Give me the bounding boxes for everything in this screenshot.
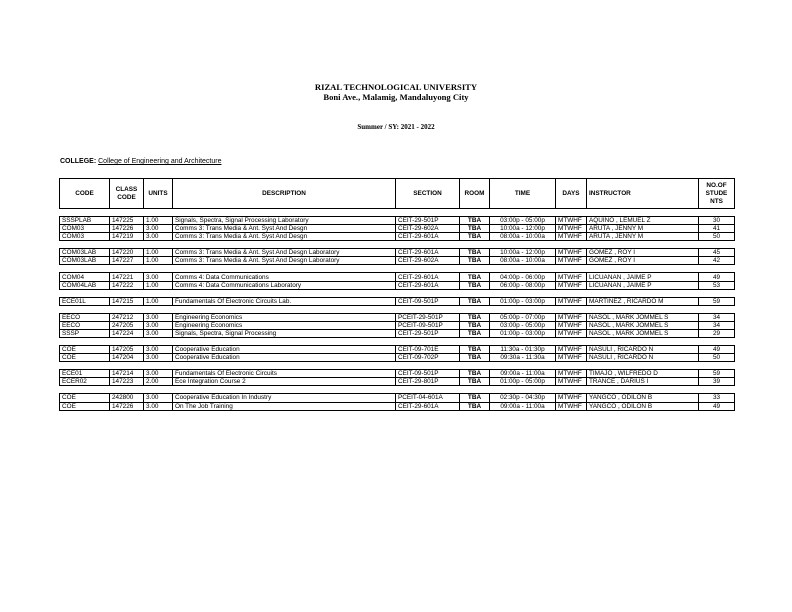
- cell-class-code: 147226: [110, 225, 144, 233]
- cell-room: TBA: [460, 321, 490, 329]
- cell-instructor: MARTINEZ , RICARDO M: [587, 297, 699, 305]
- cell-class-code: 147227: [110, 257, 144, 265]
- cell-code: COE: [60, 354, 110, 362]
- table-row: [60, 354, 735, 362]
- cell-instructor: YANGCO , ODILON B: [587, 402, 699, 410]
- table-row: [60, 370, 735, 378]
- cell-days: MTWHF: [556, 378, 587, 386]
- cell-time: 10:00a - 12:00p: [490, 249, 556, 257]
- table-row: [60, 249, 735, 257]
- cell-days: MTWHF: [556, 273, 587, 281]
- cell-description: Comms 4: Data Communications Laboratory: [173, 281, 396, 289]
- table-row: [60, 273, 735, 281]
- table-row: [60, 394, 735, 402]
- group-spacer: [60, 386, 735, 394]
- spacer-cell: [60, 289, 735, 297]
- cell-units: 2.00: [144, 378, 173, 386]
- cell-students: 29: [699, 329, 735, 337]
- cell-time: 09:00a - 11:00a: [490, 402, 556, 410]
- cell-units: 1.00: [144, 249, 173, 257]
- cell-units: 1.00: [144, 297, 173, 305]
- cell-code: COE: [60, 346, 110, 354]
- col-header-days: DAYS: [556, 179, 587, 209]
- spacer-cell: [60, 265, 735, 273]
- group-spacer: [60, 338, 735, 346]
- cell-description: Ece Integration Course 2: [173, 378, 396, 386]
- cell-instructor: GOMEZ , ROY I: [587, 257, 699, 265]
- cell-instructor: TRANCE , DARIUS I: [587, 378, 699, 386]
- cell-code: COM03LAB: [60, 249, 110, 257]
- cell-units: 3.00: [144, 329, 173, 337]
- spacer-cell: [60, 209, 735, 217]
- cell-students: 34: [699, 313, 735, 321]
- cell-description: Fundamentals Of Electronic Circuits: [173, 370, 396, 378]
- cell-instructor: NASOL , MARK JOMMEL S: [587, 329, 699, 337]
- cell-code: EECO: [60, 321, 110, 329]
- cell-units: 3.00: [144, 346, 173, 354]
- cell-students: 49: [699, 273, 735, 281]
- cell-section: PCEIT-04-601A: [396, 394, 460, 402]
- group-spacer: [60, 209, 735, 217]
- college-label: COLLEGE:: [60, 158, 97, 165]
- cell-days: MTWHF: [556, 321, 587, 329]
- cell-days: MTWHF: [556, 313, 587, 321]
- cell-units: 1.00: [144, 281, 173, 289]
- cell-description: Comms 3: Trans Media & Ant. Syst And Desgn Laboratory: [173, 249, 396, 257]
- cell-room: TBA: [460, 378, 490, 386]
- cell-students: 59: [699, 370, 735, 378]
- cell-room: TBA: [460, 313, 490, 321]
- col-header-room: ROOM: [460, 179, 490, 209]
- table-row: [60, 346, 735, 354]
- cell-students: 34: [699, 321, 735, 329]
- cell-days: MTWHF: [556, 329, 587, 337]
- cell-days: MTWHF: [556, 233, 587, 241]
- school-term: Summer / SY: 2021 - 2022: [357, 123, 435, 131]
- cell-room: TBA: [460, 329, 490, 337]
- cell-time: 04:00p - 06:00p: [490, 273, 556, 281]
- cell-students: 50: [699, 233, 735, 241]
- cell-students: 59: [699, 297, 735, 305]
- cell-class-code: 147219: [110, 233, 144, 241]
- cell-class-code: 147225: [110, 217, 144, 225]
- cell-section: CEIT-29-801P: [396, 378, 460, 386]
- cell-room: TBA: [460, 402, 490, 410]
- group-spacer: [60, 265, 735, 273]
- group-spacer: [60, 241, 735, 249]
- cell-description: Signals, Spectra, Signal Processing: [173, 329, 396, 337]
- col-header-time: TIME: [490, 179, 556, 209]
- cell-class-code: 242800: [110, 394, 144, 402]
- cell-time: 09:00a - 11:00a: [490, 370, 556, 378]
- cell-instructor: AQUINO , LEMUEL Z: [587, 217, 699, 225]
- college-name: College of Engineering and Architecture: [98, 158, 222, 165]
- cell-class-code: 147221: [110, 273, 144, 281]
- table-row: [60, 233, 735, 241]
- cell-time: 08:00a - 10:00a: [490, 257, 556, 265]
- schedule-table: [59, 178, 735, 411]
- cell-days: MTWHF: [556, 394, 587, 402]
- cell-instructor: LICUANAN , JAIME P: [587, 273, 699, 281]
- cell-students: 41: [699, 225, 735, 233]
- cell-code: ECE01L: [60, 297, 110, 305]
- cell-instructor: YANGCO , ODILON B: [587, 394, 699, 402]
- group-spacer: [60, 362, 735, 370]
- cell-instructor: NASULI , RICARDO N: [587, 354, 699, 362]
- cell-description: Comms 3: Trans Media & Ant. Syst And Desgn: [173, 225, 396, 233]
- cell-class-code: 147204: [110, 354, 144, 362]
- group-spacer: [60, 305, 735, 313]
- college-line: [60, 158, 221, 165]
- cell-units: 3.00: [144, 233, 173, 241]
- table-row: [60, 281, 735, 289]
- spacer-cell: [60, 362, 735, 370]
- group-spacer: [60, 289, 735, 297]
- cell-students: 53: [699, 281, 735, 289]
- cell-section: CEIT-29-602A: [396, 225, 460, 233]
- cell-time: 03:00p - 05:00p: [490, 321, 556, 329]
- cell-students: 39: [699, 378, 735, 386]
- cell-section: CEIT-29-601A: [396, 233, 460, 241]
- cell-class-code: 247205: [110, 321, 144, 329]
- cell-code: SSSP: [60, 329, 110, 337]
- cell-description: On The Job Training: [173, 402, 396, 410]
- table-row: [60, 378, 735, 386]
- cell-students: 33: [699, 394, 735, 402]
- cell-class-code: 147215: [110, 297, 144, 305]
- cell-code: COM04: [60, 273, 110, 281]
- cell-instructor: GOMEZ , ROY I: [587, 249, 699, 257]
- cell-code: COM04LAB: [60, 281, 110, 289]
- cell-code: COM03LAB: [60, 257, 110, 265]
- university-address: Boni Ave., Malamig, Mandaluyong City: [323, 92, 469, 102]
- cell-description: Comms 3: Trans Media & Ant. Syst And Desgn: [173, 233, 396, 241]
- cell-days: MTWHF: [556, 217, 587, 225]
- cell-description: Cooperative Education: [173, 354, 396, 362]
- university-name: RIZAL TECHNOLOGICAL UNIVERSITY: [314, 82, 478, 92]
- cell-description: Comms 3: Trans Media & Ant. Syst And Desgn Laboratory: [173, 257, 396, 265]
- cell-time: 09:30a - 11:30a: [490, 354, 556, 362]
- cell-section: CEIT-29-601A: [396, 273, 460, 281]
- cell-section: CEIT-29-501P: [396, 217, 460, 225]
- cell-class-code: 147223: [110, 378, 144, 386]
- cell-days: MTWHF: [556, 370, 587, 378]
- cell-code: ECE01: [60, 370, 110, 378]
- cell-description: Fundamentals Of Electronic Circuits Lab.: [173, 297, 396, 305]
- cell-description: Signals, Spectra, Signal Processing Laboratory: [173, 217, 396, 225]
- cell-days: MTWHF: [556, 225, 587, 233]
- cell-time: 03:00p - 05:00p: [490, 217, 556, 225]
- cell-time: 05:00p - 07:00p: [490, 313, 556, 321]
- cell-days: MTWHF: [556, 402, 587, 410]
- cell-room: TBA: [460, 297, 490, 305]
- table-row: [60, 329, 735, 337]
- cell-section: CEIT-29-601A: [396, 249, 460, 257]
- col-header-units: UNITS: [144, 179, 173, 209]
- table-row: [60, 297, 735, 305]
- cell-instructor: NASULI , RICARDO N: [587, 346, 699, 354]
- cell-class-code: 147224: [110, 329, 144, 337]
- cell-time: 02:30p - 04:30p: [490, 394, 556, 402]
- cell-class-code: 147205: [110, 346, 144, 354]
- table-header-row: [60, 179, 735, 209]
- schedule-body: [60, 209, 735, 411]
- cell-time: 08:00a - 10:00a: [490, 233, 556, 241]
- table-row: [60, 402, 735, 410]
- cell-instructor: LICUANAN , JAIME P: [587, 281, 699, 289]
- cell-students: 49: [699, 402, 735, 410]
- cell-days: MTWHF: [556, 249, 587, 257]
- cell-units: 3.00: [144, 321, 173, 329]
- spacer-cell: [60, 305, 735, 313]
- cell-section: PCEIT-09-501P: [396, 321, 460, 329]
- cell-units: 3.00: [144, 402, 173, 410]
- cell-class-code: 147214: [110, 370, 144, 378]
- table-row: [60, 225, 735, 233]
- cell-class-code: 247212: [110, 313, 144, 321]
- col-header-section: SECTION: [396, 179, 460, 209]
- cell-code: COE: [60, 402, 110, 410]
- cell-units: 3.00: [144, 273, 173, 281]
- cell-instructor: ARUTA , JENNY M: [587, 233, 699, 241]
- cell-students: 50: [699, 354, 735, 362]
- cell-instructor: ARUTA , JENNY M: [587, 225, 699, 233]
- cell-description: Engineering Economics: [173, 313, 396, 321]
- cell-time: 01:00p - 03:00p: [490, 297, 556, 305]
- cell-code: ECER02: [60, 378, 110, 386]
- cell-time: 06:00p - 08:00p: [490, 281, 556, 289]
- col-header-instructor: INSTRUCTOR: [587, 179, 699, 209]
- cell-room: TBA: [460, 346, 490, 354]
- cell-units: 1.00: [144, 217, 173, 225]
- cell-code: COM03: [60, 233, 110, 241]
- col-header-code: CODE: [60, 179, 110, 209]
- cell-days: MTWHF: [556, 257, 587, 265]
- cell-room: TBA: [460, 394, 490, 402]
- cell-time: 11:30a - 01:30p: [490, 346, 556, 354]
- cell-class-code: 147220: [110, 249, 144, 257]
- cell-section: PCEIT-29-501P: [396, 313, 460, 321]
- cell-instructor: NASOL , MARK JOMMEL S: [587, 313, 699, 321]
- cell-students: 42: [699, 257, 735, 265]
- cell-units: 3.00: [144, 225, 173, 233]
- cell-days: MTWHF: [556, 297, 587, 305]
- cell-instructor: NASOL , MARK JOMMEL S: [587, 321, 699, 329]
- cell-students: 30: [699, 217, 735, 225]
- cell-description: Cooperative Education: [173, 346, 396, 354]
- cell-instructor: TIMAJO , WILFREDO D: [587, 370, 699, 378]
- cell-section: CEIT-09-702P: [396, 354, 460, 362]
- cell-section: CEIT-29-601A: [396, 402, 460, 410]
- cell-code: EECO: [60, 313, 110, 321]
- spacer-cell: [60, 241, 735, 249]
- cell-room: TBA: [460, 273, 490, 281]
- cell-section: CEIT-09-501P: [396, 370, 460, 378]
- cell-units: 3.00: [144, 394, 173, 402]
- cell-code: SSSPLAB: [60, 217, 110, 225]
- cell-time: 01:00p - 05:00p: [490, 378, 556, 386]
- table-row: [60, 257, 735, 265]
- cell-room: TBA: [460, 225, 490, 233]
- cell-room: TBA: [460, 249, 490, 257]
- cell-room: TBA: [460, 281, 490, 289]
- cell-code: COM03: [60, 225, 110, 233]
- cell-description: Engineering Economics: [173, 321, 396, 329]
- cell-description: Comms 4: Data Communications: [173, 273, 396, 281]
- table-row: [60, 313, 735, 321]
- col-header-description: DESCRIPTION: [173, 179, 396, 209]
- cell-students: 49: [699, 346, 735, 354]
- spacer-cell: [60, 386, 735, 394]
- cell-room: TBA: [460, 217, 490, 225]
- cell-units: 3.00: [144, 370, 173, 378]
- cell-section: CEIT-29-601A: [396, 281, 460, 289]
- document-header: [0, 82, 792, 102]
- col-header-students: NO.OF STUDE NTS: [699, 179, 735, 209]
- cell-room: TBA: [460, 354, 490, 362]
- cell-units: 3.00: [144, 354, 173, 362]
- cell-class-code: 147226: [110, 402, 144, 410]
- cell-class-code: 147222: [110, 281, 144, 289]
- spacer-cell: [60, 338, 735, 346]
- cell-units: 1.00: [144, 257, 173, 265]
- cell-time: 01:00p - 03:00p: [490, 329, 556, 337]
- cell-room: TBA: [460, 257, 490, 265]
- cell-units: 3.00: [144, 313, 173, 321]
- cell-section: CEIT-09-701E: [396, 346, 460, 354]
- cell-room: TBA: [460, 233, 490, 241]
- cell-section: CEIT-29-501P: [396, 329, 460, 337]
- cell-description: Cooperative Education In Industry: [173, 394, 396, 402]
- cell-room: TBA: [460, 370, 490, 378]
- cell-days: MTWHF: [556, 354, 587, 362]
- cell-time: 10:00a - 12:00p: [490, 225, 556, 233]
- cell-days: MTWHF: [556, 281, 587, 289]
- cell-section: CEIT-29-602A: [396, 257, 460, 265]
- cell-students: 45: [699, 249, 735, 257]
- table-row: [60, 321, 735, 329]
- cell-days: MTWHF: [556, 346, 587, 354]
- cell-code: COE: [60, 394, 110, 402]
- table-row: [60, 217, 735, 225]
- cell-section: CEIT-09-501P: [396, 297, 460, 305]
- col-header-class-code: CLASS CODE: [110, 179, 144, 209]
